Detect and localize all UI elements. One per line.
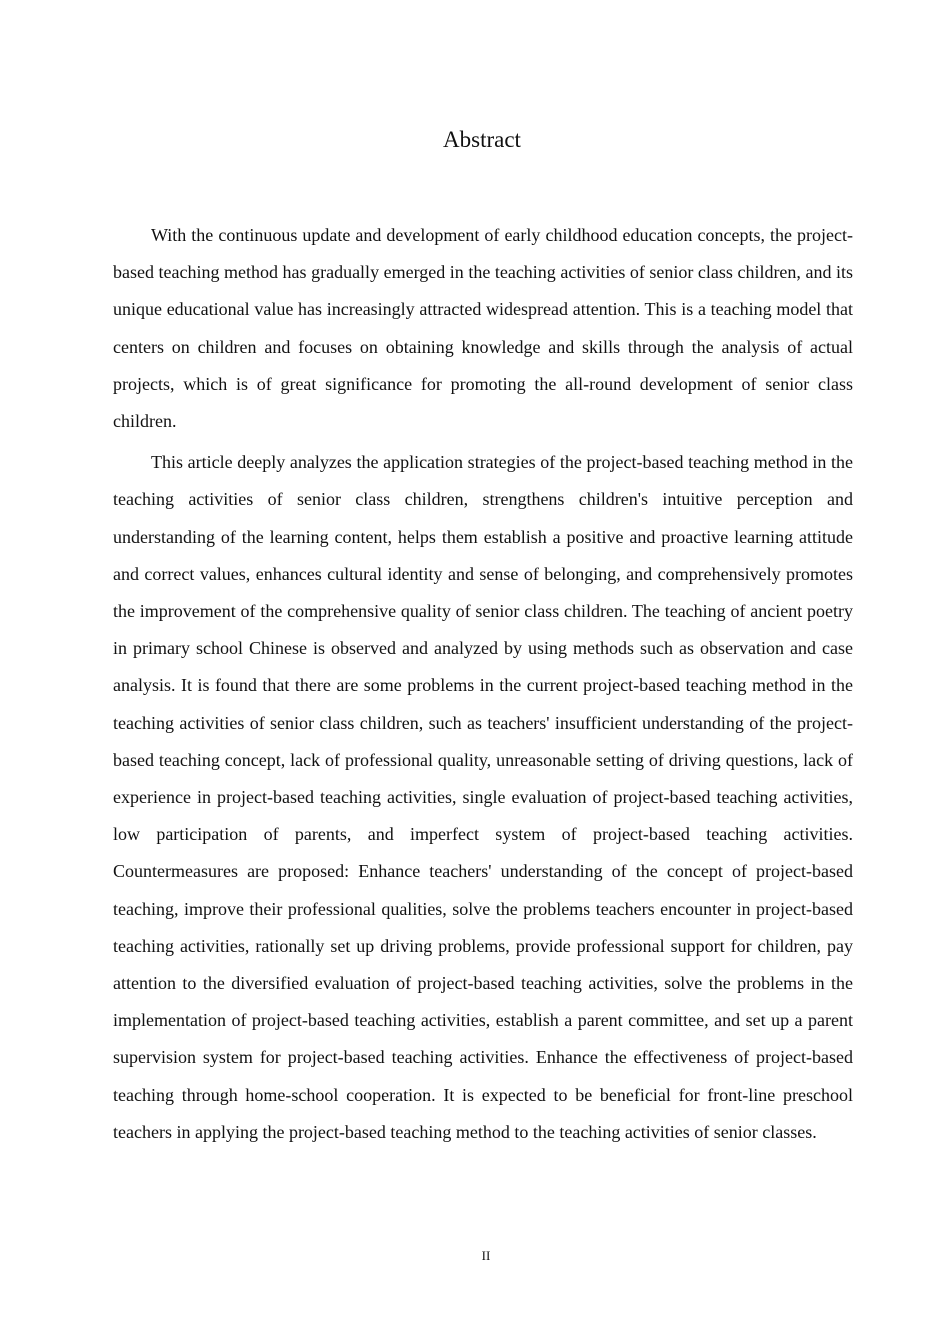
page-number: II xyxy=(481,1248,491,1263)
abstract-paragraph-1: With the continuous update and development of early childhood education concepts, the project-based teaching method has gradually emerged in the teaching activities of senior class children, and its unique educational value has increasingly attracted widespread attention. This is a teaching model that centers on children and focuses on obtaining knowledge and skills through the analysis of actual projects, which is of great significance for promoting the all-round development of senior class children. xyxy=(113,225,853,432)
page-title: Abstract xyxy=(443,127,521,152)
abstract-paragraph-2: This article deeply analyzes the application strategies of the project-based teaching method in the teaching activities of senior class children, strengthens children's intuitive perception and understanding of the learning content, helps them establish a positive and proactive learning attitude and correct values, enhances cultural identity and sense of belonging, and comprehensively promotes the improvement of the comprehensive quality of senior class children. The teaching of ancient poetry in primary school Chinese is observed and analyzed by using methods such as observation and case analysis. It is found that there are some problems in the current project-based teaching method in the teaching activities of senior class children, such as teachers' insufficient understanding of the project-based teaching concept, lack of professional quality, unreasonable setting of driving questions, lack of experience in project-based teaching activities, single evaluation of project-based teaching activities, low participation of parents, and imperfect system of project-based teaching activities. Countermeasures are proposed: Enhance teachers' understanding of the concept of project-based teaching, improve their professional qualities, solve the problems teachers encounter in project-based teaching activities, rationally set up driving problems, provide professional support for children, pay attention to the diversified evaluation of project-based teaching activities, solve the problems in the implementation of project-based teaching activities, establish a parent committee, and set up a parent supervision system for project-based teaching activities. Enhance the effectiveness of project-based teaching through home-school cooperation. It is expected to be beneficial for front-line preschool teachers in applying the project-based teaching method to the teaching activities of senior classes. xyxy=(113,452,853,1142)
abstract-body xyxy=(113,217,853,1151)
